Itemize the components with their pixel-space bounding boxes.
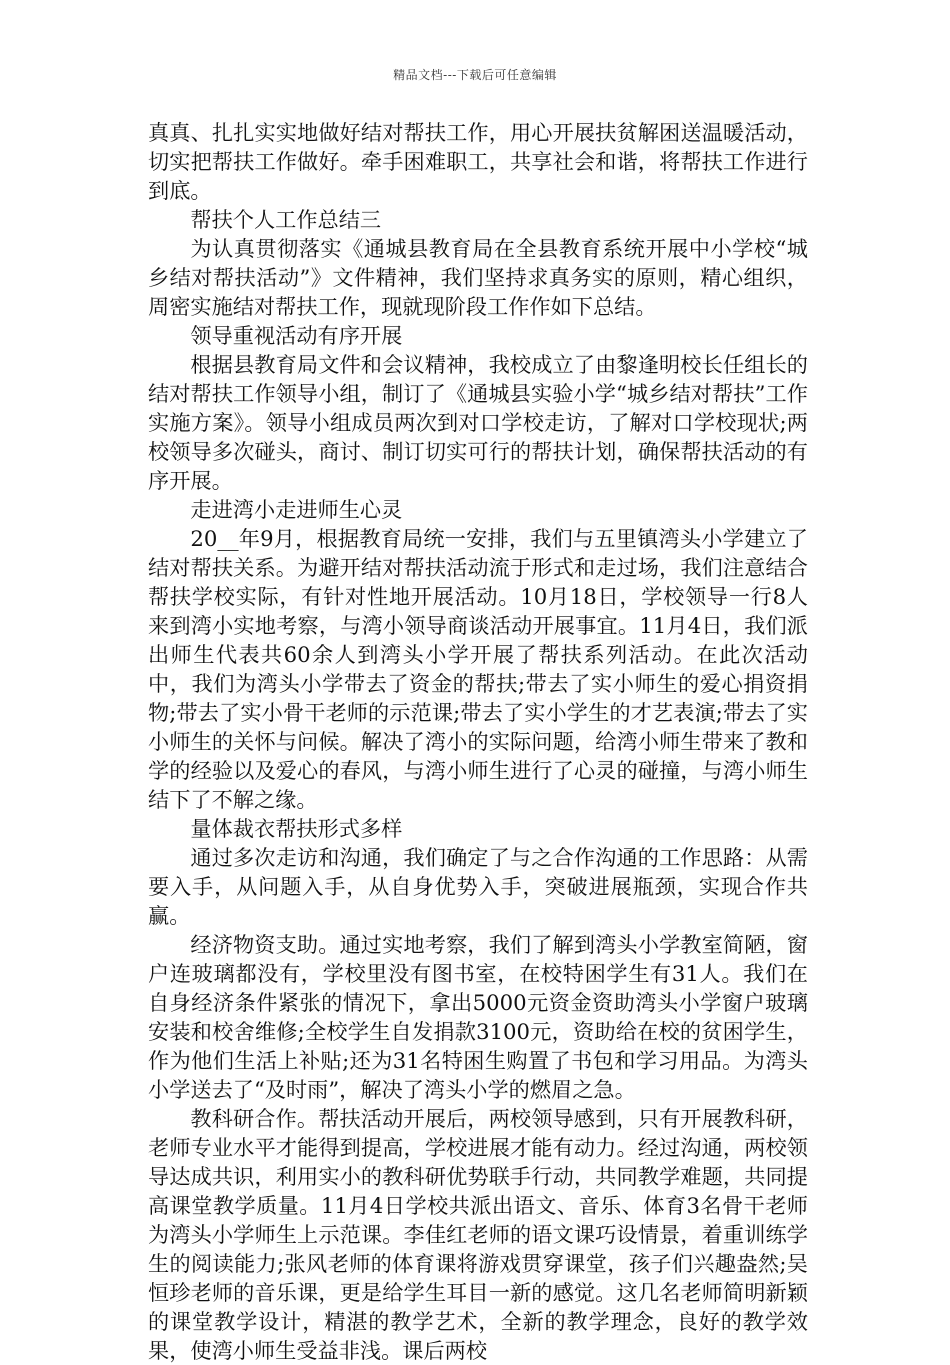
- section-title: 帮扶个人工作总结三: [190, 207, 382, 232]
- paragraph-continuation: 真真、扎扎实实地做好结对帮扶工作，用心开展扶贫解困送温暖活动，切实把帮扶工作做好。牵手困难职工，共享社会和谐，将帮扶工作进行到底。: [148, 120, 808, 203]
- paragraph: 20__年9月，根据教育局统一安排，我们与五里镇湾头小学建立了结对帮扶关系。为避开结对帮扶活动流于形式和走过场，我们注意结合帮扶学校实际，有针对性地开展活动。10月18日，学校领导一行8人来到湾小实地考察，与湾小领导商谈活动开展事宜。11月4日，我们派出师生代表共60余人到湾头小学开展了帮扶系列活动。在此次活动中，我们为湾头小学带去了资金的帮扶;带去了实小师生的爱心捐资捐物;带去了实小骨干老师的示范课;带去了实小学生的才艺表演;带去了实小师生的关怀与问候。解决了湾小的实际问题，给湾小师生带来了教和学的经验以及爱心的春风，与湾小师生进行了心灵的碰撞，与湾小师生结下了不解之缘。: [148, 526, 808, 812]
- paragraph: 通过多次走访和沟通，我们确定了与之合作沟通的工作思路：从需要入手，从问题入手，从自身优势入手，突破进展瓶颈，实现合作共赢。: [148, 845, 808, 928]
- paragraph: 教科研合作。帮扶活动开展后，两校领导感到，只有开展教科研，老师专业水平才能得到提高，学校进展才能有动力。经过沟通，两校领导达成共识，利用实小的教科研优势联手行动，共同教学难题，共同提高课堂教学质量。11月4日学校共派出语文、音乐、体育3名骨干老师为湾头小学师生上示范课。李佳红老师的语文课巧设情景，着重训练学生的阅读能力;张风老师的体育课将游戏贯穿课堂，孩子们兴趣盎然;吴恒珍老师的音乐课，更是给学生耳目一新的感觉。这几名老师简明新颖的课堂教学设计，精湛的教学艺术，全新的教学理念，良好的教学效果，使湾小师生受益非浅。课后两校: [148, 1106, 808, 1363]
- paragraph: 为认真贯彻落实《通城县教育局在全县教育系统开展中小学校“城乡结对帮扶活动”》文件精神，我们坚持求真务实的原则，精心组织，周密实施结对帮扶工作，现就现阶段工作作如下总结。: [148, 236, 808, 319]
- subheading: 走进湾小走进师生心灵: [190, 497, 403, 522]
- subheading: 量体裁衣帮扶形式多样: [190, 816, 403, 841]
- subheading: 领导重视活动有序开展: [190, 323, 403, 348]
- document-body: [148, 118, 808, 1365]
- page-header: 精品文档---下载后可任意编辑: [393, 68, 557, 82]
- paragraph: 根据县教育局文件和会议精神，我校成立了由黎逢明校长任组长的结对帮扶工作领导小组，制订了《通城县实验小学“城乡结对帮扶”工作实施方案》。领导小组成员两次到对口学校走访，了解对口学校现状;两校领导多次碰头，商讨、制订切实可行的帮扶计划，确保帮扶活动的有序开展。: [148, 352, 808, 493]
- paragraph: 经济物资支助。通过实地考察，我们了解到湾头小学教室简陋，窗户连玻璃都没有，学校里没有图书室，在校特困学生有31人。我们在自身经济条件紧张的情况下，拿出5000元资金资助湾头小学窗户玻璃安装和校舍维修;全校学生自发捐款3100元，资助给在校的贫困学生，作为他们生活上补贴;还为31名特困生购置了书包和学习用品。为湾头小学送去了“及时雨”，解决了湾头小学的燃眉之急。: [148, 932, 808, 1102]
